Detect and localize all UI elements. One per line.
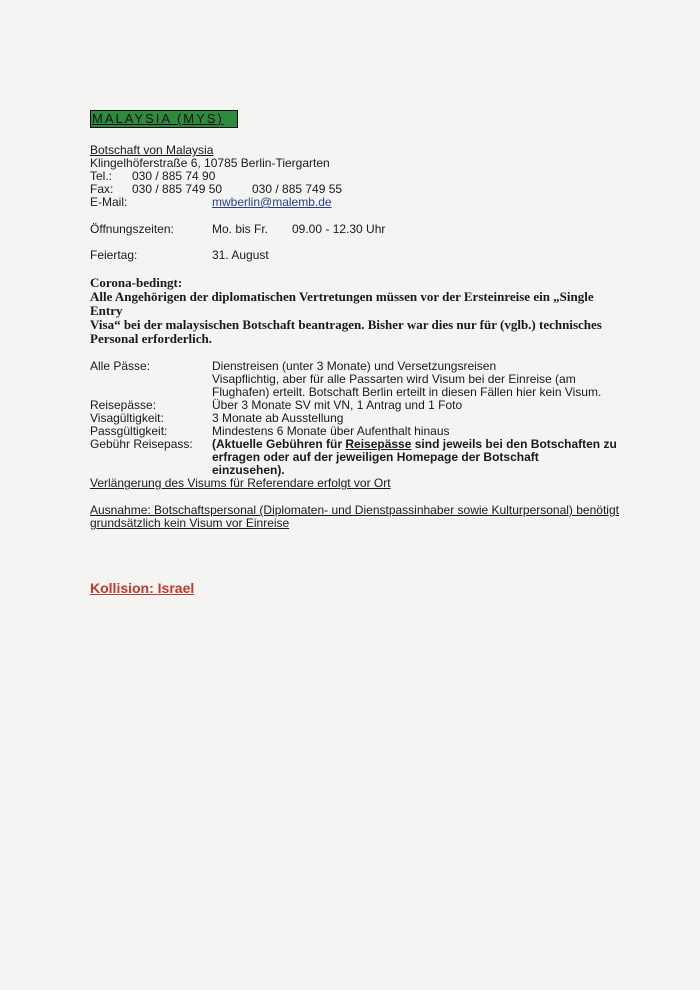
pass-validity-label: Passgültigkeit: [90, 424, 168, 438]
referendare-note: Verlängerung des Visums für Referendare erfolgt vor Ort [90, 476, 391, 490]
corona-line-4: Personal erforderlich. [90, 331, 213, 346]
hours-days: Mo. bis Fr. [212, 222, 269, 236]
holiday-label: Feiertag: [90, 248, 138, 262]
tel-value: 030 / 885 74 90 [132, 169, 216, 183]
corona-line-3: Visa“ bei der malaysischen Botschaft beantragen. Bisher war dies nur für (vglb.) technisches [90, 317, 602, 332]
fax-value-1: 030 / 885 749 50 [132, 182, 223, 196]
hours-time: 09.00 - 12.30 Uhr [292, 222, 386, 236]
exception-line-1: Ausnahme: Botschaftspersonal (Diplomaten- und Dienstpassinhaber sowie Kulturpersonal) benötigt [90, 503, 619, 517]
reisepass-value: Über 3 Monate SV mit VN, 1 Antrag und 1 Foto [212, 398, 463, 412]
email-link[interactable]: mwberlin@malemb.de [212, 195, 332, 209]
embassy-name: Botschaft von Malaysia [90, 143, 214, 157]
fee-line-1-reisepaesse: Reisepässe [345, 437, 412, 451]
exception-line-2: grundsätzlich kein Visum vor Einreise [90, 516, 290, 530]
hours-label: Öffnungszeiten: [90, 222, 174, 236]
collision-heading: Kollision: Israel [90, 580, 195, 596]
reisepass-label: Reisepässe: [90, 398, 157, 412]
visa-validity-value: 3 Monate ab Ausstellung [212, 411, 344, 425]
embassy-address: Klingelhöferstraße 6, 10785 Berlin-Tiergarten [90, 156, 330, 170]
fax-value-2: 030 / 885 749 55 [252, 182, 343, 196]
holiday-value: 31. August [212, 248, 269, 262]
fee-line-2: erfragen oder auf der jeweiligen Homepage der Botschaft [212, 450, 539, 464]
email-label: E-Mail: [90, 195, 128, 209]
tel-label: Tel.: [90, 169, 113, 183]
corona-line-1: Alle Angehörigen der diplomatischen Vertretungen müssen vor der Ersteinreise ein „Single [90, 289, 594, 304]
fee-label: Gebühr Reisepass: [90, 437, 193, 451]
country-title: MALAYSIA (MYS) [90, 110, 238, 128]
corona-heading: Corona-bedingt: [90, 275, 183, 290]
corona-line-2: Entry [90, 303, 123, 318]
fee-line-1-c: sind jeweils bei den Botschaften zu [411, 437, 617, 451]
fax-label: Fax: [90, 182, 114, 196]
passes-line-3: Flughafen) erteilt. Botschaft Berlin erteilt in diesen Fällen hier kein Visum. [212, 385, 602, 399]
passes-line-1: Dienstreisen (unter 3 Monate) und Versetzungsreisen [212, 359, 497, 373]
visa-validity-label: Visagültigkeit: [90, 411, 164, 425]
passes-line-2: Visapflichtig, aber für alle Passarten wird Visum bei der Einreise (am [212, 372, 576, 386]
pass-validity-value: Mindestens 6 Monate über Aufenthalt hinaus [212, 424, 450, 438]
fee-line-1-a: (Aktuelle Gebühren für [212, 437, 346, 451]
fee-line-3: einzusehen). [212, 463, 285, 477]
passes-label: Alle Pässe: [90, 359, 151, 373]
